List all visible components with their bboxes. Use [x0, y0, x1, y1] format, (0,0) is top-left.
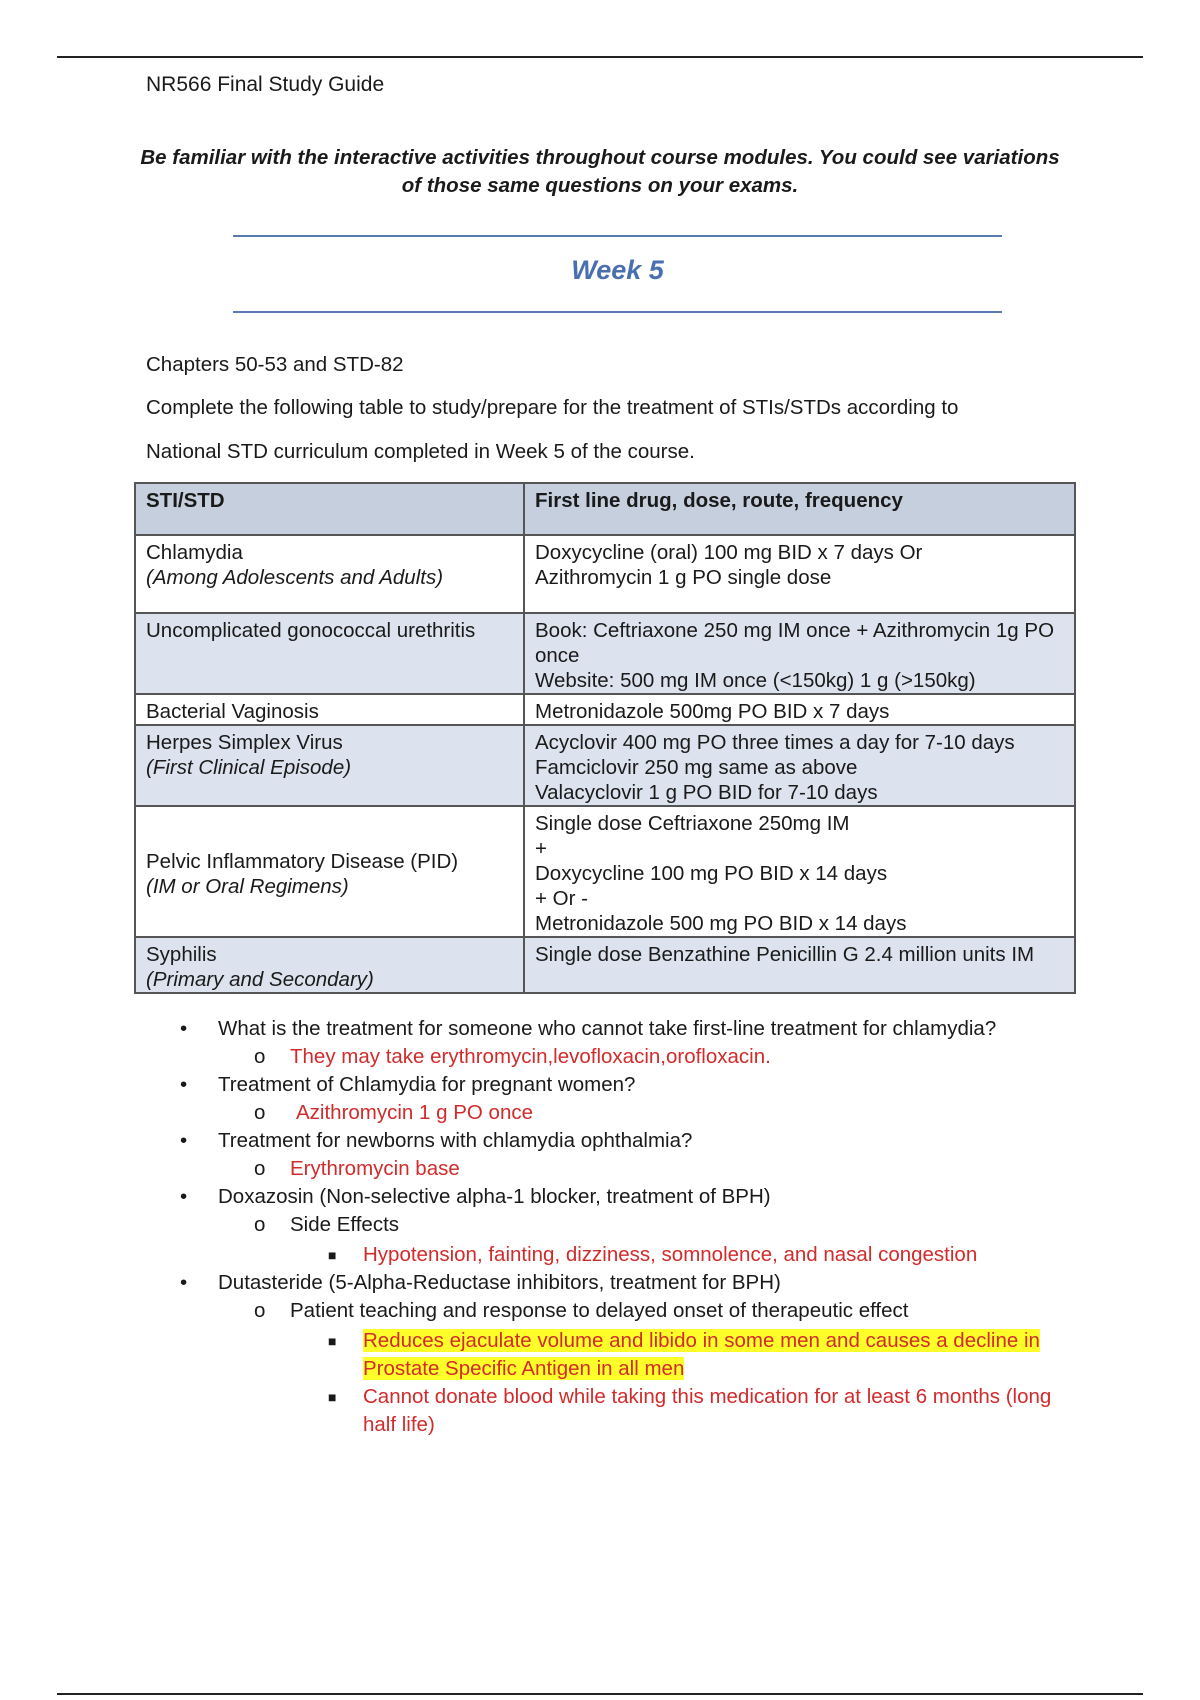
document-header: NR566 Final Study Guide: [146, 73, 385, 96]
treatment-line: Valacyclovir 1 g PO BID for 7-10 days: [535, 781, 878, 804]
table-row-syphilis: [135, 937, 1075, 993]
answer-text: Hypotension, fainting, dizziness, somnolence, and nasal congestion: [363, 1243, 978, 1266]
bullet-disc-icon: •: [180, 1271, 188, 1294]
bullet-disc-icon: •: [180, 1185, 188, 1208]
sti-cell: [135, 613, 524, 694]
list-item: [0, 1211, 1200, 1239]
bullet-circle-icon: o: [254, 1299, 266, 1322]
list-item: [0, 1183, 1200, 1211]
sti-name: Bacterial Vaginosis: [146, 700, 319, 723]
sti-name: Chlamydia: [146, 541, 243, 564]
sti-cell: [135, 937, 524, 993]
sti-cell: [135, 725, 524, 806]
table-row-chlamydia: [135, 535, 1075, 613]
list-item: [0, 1297, 1200, 1325]
sti-subtitle: (Among Adolescents and Adults): [146, 566, 444, 589]
question-text: Doxazosin (Non-selective alpha-1 blocker, treatment of BPH): [218, 1185, 771, 1208]
exam-notice: Be familiar with the interactive activities throughout course modules. You could see variations of those same questions on your exams.: [140, 146, 1060, 197]
list-item: [0, 1155, 1200, 1183]
sti-name: Pelvic Inflammatory Disease (PID): [146, 849, 459, 873]
list-item: [0, 1269, 1200, 1297]
bullet-circle-icon: o: [254, 1157, 266, 1180]
treatment-line: Doxycycline (oral) 100 mg BID x 7 days Or: [535, 541, 923, 564]
treatment-line: Famciclovir 250 mg same as above: [535, 756, 858, 779]
table-row-bacterial-vaginosis: [135, 694, 1075, 725]
question-text: Treatment of Chlamydia for pregnant women?: [218, 1073, 636, 1096]
sti-subtitle: (First Clinical Episode): [146, 756, 352, 779]
bullet-square-icon: ■: [328, 1389, 337, 1405]
list-item: [0, 1241, 1200, 1269]
column-header-sti: STI/STD: [135, 483, 524, 535]
week-title: Week 5: [571, 255, 664, 285]
list-item: [0, 1383, 1200, 1439]
treatment-line: Metronidazole 500mg PO BID x 7 days: [535, 700, 890, 723]
answer-text: Erythromycin base: [290, 1157, 460, 1180]
treatment-line: Single dose Ceftriaxone 250mg IM: [535, 812, 850, 835]
instruction-line-2: National STD curriculum completed in Week 5 of the course.: [146, 440, 695, 463]
list-item: [0, 1327, 1200, 1383]
bullet-square-icon: ■: [328, 1333, 337, 1349]
sti-subtitle: (IM or Oral Regimens): [146, 874, 349, 898]
list-item: [0, 1071, 1200, 1099]
treatment-line: Single dose Benzathine Penicillin G 2.4 million units IM: [535, 943, 1035, 966]
study-questions-list: [0, 1015, 1200, 1439]
bullet-disc-icon: •: [180, 1017, 188, 1040]
table-row-gonococcal: [135, 613, 1075, 694]
list-item: [0, 1043, 1200, 1071]
treatment-line: Website: 500 mg IM once (<150kg) 1 g (>150kg): [535, 669, 976, 692]
chapters-text: Chapters 50-53 and STD-82: [146, 353, 404, 376]
treatment-line: Doxycycline 100 mg PO BID x 14 days: [535, 862, 888, 885]
treatment-cell: [524, 694, 1075, 725]
treatment-cell: [524, 725, 1075, 806]
subtopic-text: Side Effects: [290, 1213, 400, 1236]
bullet-circle-icon: o: [254, 1101, 266, 1124]
answer-text-highlighted: [363, 1327, 1083, 1383]
bullet-circle-icon: o: [254, 1213, 266, 1236]
week-divider-top: [233, 235, 1002, 237]
instruction-line-1: Complete the following table to study/prepare for the treatment of STIs/STDs according to: [146, 396, 959, 419]
sti-subtitle: (Primary and Secondary): [146, 968, 374, 991]
top-rule: [57, 56, 1143, 58]
treatment-cell: [524, 613, 1075, 694]
bullet-square-icon: ■: [328, 1247, 337, 1263]
sti-name: Herpes Simplex Virus: [146, 731, 343, 754]
sti-name: Syphilis: [146, 943, 217, 966]
table-row-pid: [135, 806, 1075, 937]
treatment-line: +: [535, 837, 547, 860]
table-row-herpes: [135, 725, 1075, 806]
bullet-disc-icon: •: [180, 1073, 188, 1096]
table-header-row: [135, 483, 1075, 535]
sti-treatment-table: [134, 482, 1076, 994]
subtopic-text: Patient teaching and response to delayed onset of therapeutic effect: [290, 1299, 909, 1322]
highlighted-text: Reduces ejaculate volume and libido in some men and causes a decline in Prostate Specific Antigen in all men: [363, 1329, 1040, 1380]
treatment-line: Metronidazole 500 mg PO BID x 14 days: [535, 912, 907, 935]
treatment-line: + Or -: [535, 887, 588, 910]
list-item: [0, 1099, 1200, 1127]
bottom-rule: [57, 1693, 1143, 1695]
sti-cell: [135, 694, 524, 725]
answer-text: Cannot donate blood while taking this medication for at least 6 months (long half life): [363, 1385, 1052, 1436]
treatment-line: Book: Ceftriaxone 250 mg IM once + Azithromycin 1g PO once: [535, 619, 1055, 667]
treatment-cell: [524, 937, 1075, 993]
bullet-circle-icon: o: [254, 1045, 266, 1068]
week-divider-bottom: [233, 311, 1002, 313]
treatment-cell: [524, 535, 1075, 613]
sti-cell: [135, 806, 524, 937]
answer-text: They may take erythromycin,levofloxacin,orofloxacin.: [290, 1045, 771, 1068]
treatment-cell: [524, 806, 1075, 937]
question-text: Dutasteride (5-Alpha-Reductase inhibitors, treatment for BPH): [218, 1271, 781, 1294]
list-item: [0, 1127, 1200, 1155]
column-header-treatment: First line drug, dose, route, frequency: [524, 483, 1075, 535]
question-text: Treatment for newborns with chlamydia ophthalmia?: [218, 1129, 693, 1152]
treatment-line: Azithromycin 1 g PO single dose: [535, 566, 832, 589]
answer-text: Azithromycin 1 g PO once: [296, 1101, 533, 1124]
bullet-disc-icon: •: [180, 1129, 188, 1152]
question-text: What is the treatment for someone who cannot take first-line treatment for chlamydia?: [218, 1017, 997, 1040]
treatment-line: Acyclovir 400 mg PO three times a day for 7-10 days: [535, 731, 1015, 754]
list-item: [0, 1015, 1200, 1043]
sti-name: Uncomplicated gonococcal urethritis: [146, 619, 476, 642]
sti-cell: [135, 535, 524, 613]
